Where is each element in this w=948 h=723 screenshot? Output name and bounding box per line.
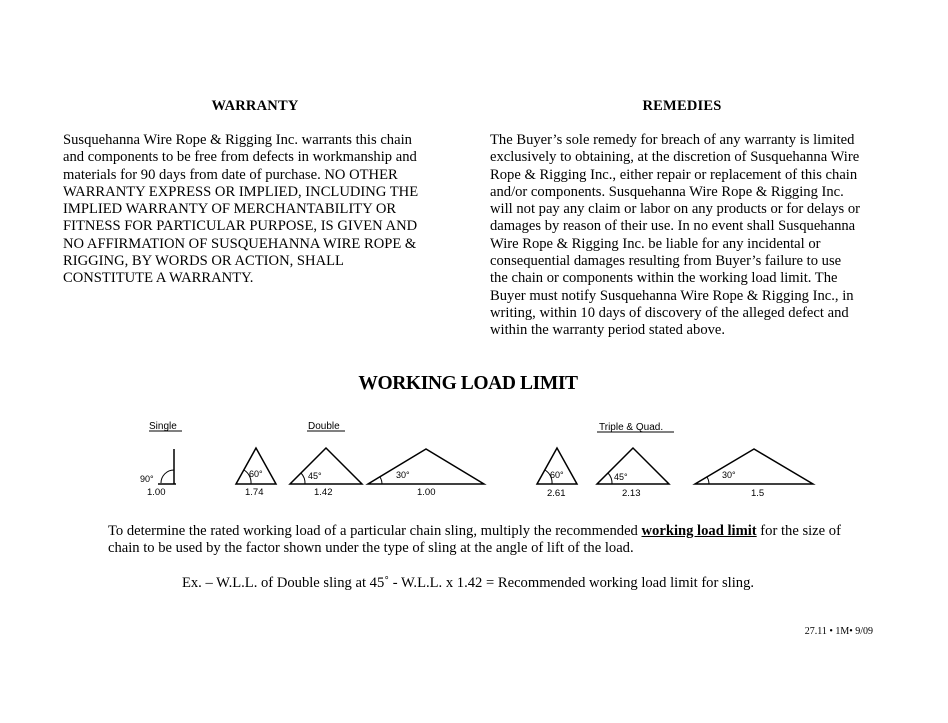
triple-45-angle-label: 45° — [614, 472, 628, 482]
remedies-line: damages by reason of their use. In no event shall Susquehanna — [490, 218, 856, 235]
footer-code: 27.11 • 1M• 9/09 — [804, 626, 873, 637]
warranty-line: Susquehanna Wire Rope & Rigging Inc. warrants this chain — [63, 132, 412, 148]
remedies-line: will not pay any claim or labor on any products or for delays or — [490, 201, 861, 218]
triple-30-arc — [707, 477, 709, 484]
single-angle-label: 90° — [140, 474, 154, 484]
warranty-text — [63, 132, 443, 288]
triple-60-angle-label: 60° — [550, 470, 564, 480]
warranty-line: WARRANTY EXPRESS OR IMPLIED, INCLUDING THE — [63, 183, 419, 200]
instructions-emphasis: working load limit — [641, 523, 757, 539]
single-angle-arc — [161, 470, 174, 483]
remedies-text — [490, 132, 885, 340]
remedies-line: Rope & Rigging Inc., either repair or replacement of this chain — [490, 166, 858, 183]
triple-45-factor-label: 2.13 — [622, 488, 641, 499]
wll-title: WORKING LOAD LIMIT — [358, 373, 578, 394]
warranty-heading: WARRANTY — [211, 98, 299, 114]
double-group-label: Double — [308, 421, 340, 432]
instructions-text-pre: To determine the rated working load of a particular chain sling, multiply the recommended — [108, 523, 642, 539]
triple-45-arc — [608, 473, 612, 484]
warranty-line: RIGGING, BY WORDS OR ACTION, SHALL — [63, 253, 344, 270]
warranty-section — [63, 98, 443, 288]
remedies-section — [490, 98, 885, 340]
wll-instructions — [108, 523, 868, 558]
single-factor-label: 1.00 — [147, 487, 166, 498]
remedies-line: within the warranty period stated above. — [490, 322, 726, 339]
sling-angle-diagram — [0, 410, 948, 505]
single-group-label: Single — [149, 421, 177, 432]
remedies-line: consequential damages resulting from Buyer’s failure to use — [490, 253, 842, 270]
warranty-line: IMPLIED WARRANTY OF MERCHANTABILITY OR — [63, 201, 397, 218]
triple-60-factor-label: 2.61 — [547, 488, 566, 499]
double-45-triangle — [290, 448, 362, 484]
warranty-line: FITNESS FOR PARTICULAR PURPOSE, IS GIVEN AND — [63, 218, 418, 235]
double-45-factor-label: 1.42 — [314, 487, 333, 498]
double-30-triangle — [368, 449, 484, 484]
remedies-line: Wire Rope & Rigging Inc. be liable for any incidental or — [490, 235, 821, 252]
double-30-arc — [380, 477, 382, 484]
triple-30-triangle — [695, 449, 813, 484]
remedies-line: The Buyer’s sole remedy for breach of any warranty is limited — [490, 132, 855, 148]
warranty-line: NO AFFIRMATION OF SUSQUEHANNA WIRE ROPE & — [63, 235, 417, 252]
warranty-line: and components to be free from defects in workmanship and — [63, 149, 417, 166]
double-30-factor-label: 1.00 — [417, 487, 436, 498]
warranty-line: materials for 90 days from date of purchase. NO OTHER — [63, 166, 398, 183]
double-30-angle-label: 30° — [396, 470, 410, 480]
double-45-arc — [301, 473, 305, 484]
remedies-line: writing, within 10 days of discovery of the alleged defect and — [490, 304, 849, 321]
triple-45-triangle — [597, 448, 669, 484]
remedies-heading: REMEDIES — [642, 98, 722, 114]
triple-quad-group-label: Triple & Quad. — [599, 422, 664, 433]
double-45-angle-label: 45° — [308, 471, 322, 481]
remedies-line: Buyer must notify Susquehanna Wire Rope & Rigging Inc., in — [490, 287, 854, 304]
remedies-line: exclusively to obtaining, at the discretion of Susquehanna Wire — [490, 149, 860, 166]
double-60-angle-label: 60° — [249, 469, 263, 479]
remedies-line: the chain or components within the working load limit. The — [490, 270, 838, 287]
wll-example: Ex. – W.L.L. of Double sling at 45˚ - W.L.L. x 1.42 = Recommended working load limit for sling. — [181, 575, 755, 591]
instructions-text-post: for the size of chain to be used by the factor shown under the type of sling at the angle of lift of the load. — [108, 523, 841, 557]
remedies-line: and/or components. Susquehanna Wire Rope & Rigging Inc. — [490, 183, 844, 200]
warranty-line: CONSTITUTE A WARRANTY. — [63, 270, 254, 287]
triple-30-factor-label: 1.5 — [751, 488, 765, 499]
double-60-factor-label: 1.74 — [245, 487, 264, 498]
triple-30-angle-label: 30° — [722, 470, 736, 480]
